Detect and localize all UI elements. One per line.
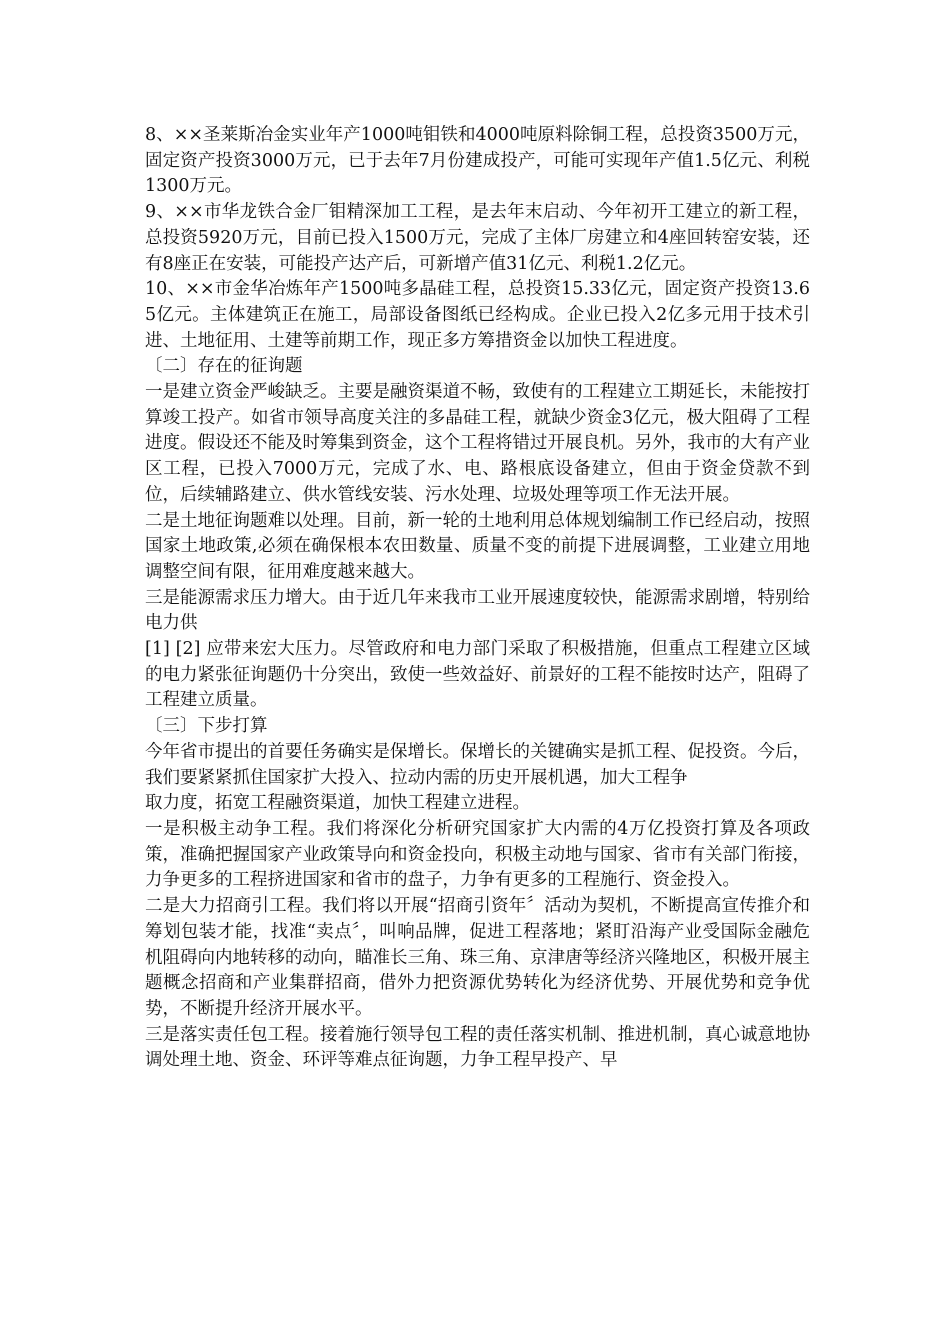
section-heading-next-steps: 〔三〕下步打算 xyxy=(145,716,268,737)
paragraph-problem-energy-cont: [1] [2] 应带来宏大压力。尽管政府和电力部门采取了积极措施，但重点工程建立区域的电力紧张征询题仍十分突出，致使一些效益好、前景好的工程不能按时达产，阻碍了工程建立质量。 xyxy=(145,639,810,711)
document-body xyxy=(145,123,810,1074)
paragraph-project-10: 10、××市金华冶炼年产1500吨多晶硅工程，总投资15.33亿元，固定资产投资13.65亿元。主体建筑正在施工，局部设备图纸已经构成。企业已投入2亿多元用于技术引进、土地征用、土建等前期工作，现正多方筹措资金以加快工程进度。 xyxy=(145,279,810,351)
paragraph-project-8: 8、××圣莱斯冶金实业年产1000吨钼铁和4000吨原料除铜工程，总投资3500万元，固定资产投资3000万元，已于去年7月份建成投产，可能可实现年产值1.5亿元、利税1300万元。 xyxy=(145,125,810,197)
paragraph-problem-land: 二是土地征询题难以处理。目前，新一轮的土地利用总体规划编制工作已经启动，按照国家土地政策,必须在确保根本农田数量、质量不变的前提下进展调整，工业建立用地调整空间有限，征用难度越来越大。 xyxy=(145,510,810,582)
paragraph-next-intro: 今年省市提出的首要任务确实是保增长。保增长的关键确实是抓工程、促投资。今后，我们要紧紧抓住国家扩大投入、拉动内需的历史开展机遇，加大工程争 xyxy=(145,741,810,788)
paragraph-step-1: 一是积极主动争工程。我们将深化分析研究国家扩大内需的4万亿投资打算及各项政策，准确把握国家产业政策导向和资金投向，积极主动地与国家、省市有关部门衔接，力争更多的工程挤进国家和省市的盘子，力争有更多的工程施行、资金投入。 xyxy=(145,818,810,891)
paragraph-problem-funding: 一是建立资金严峻缺乏。主要是融资渠道不畅，致使有的工程建立工期延长，未能按打算竣工投产。如省市领导高度关注的多晶硅工程，就缺少资金3亿元，极大阻碍了工程进度。假设还不能及时筹集到资金，这个工程将错过开展良机。另外，我市的大有产业区工程，已投入7000万元，完成了水、电、路根底设备建立，但由于资金贷款不到位，后续辅路建立、供水管线安装、污水处理、垃圾处理等项工作无法开展。 xyxy=(145,382,810,505)
paragraph-next-intro-cont: 取力度，拓宽工程融资渠道，加快工程建立进程。 xyxy=(145,793,530,814)
paragraph-problem-energy: 三是能源需求压力增大。由于近几年来我市工业开展速度较快，能源需求剧增，特别给电力供 xyxy=(145,587,810,634)
paragraph-project-9: 9、××市华龙铁合金厂钼精深加工工程，是去年末启动、今年初开工建立的新工程，总投资5920万元，目前已投入1500万元，完成了主体厂房建立和4座回转窑安装，还有8座正在安装，可能投产达产后，可新增产值31亿元、利税1.2亿元。 xyxy=(145,202,810,274)
section-heading-problems: 〔二〕存在的征询题 xyxy=(145,356,303,377)
paragraph-step-2: 二是大力招商引工程。我们将以开展“招商引资年〞活动为契机，不断提高宣传推介和筹划包装才能，找准“卖点〞，叫响品牌，促进工程落地；紧盯沿海产业受国际金融危机阻碍向内地转移的动向，瞄准长三角、珠三角、京津唐等经济兴隆地区，积极开展主题概念招商和产业集群招商，借外力把资源优势转化为经济优势、开展优势和竞争优势，不断提升经济开展水平。 xyxy=(145,896,810,1019)
paragraph-step-3: 三是落实责任包工程。接着施行领导包工程的责任落实机制、推进机制，真心诚意地协调处理土地、资金、环评等难点征询题，力争工程早投产、早 xyxy=(145,1024,810,1071)
